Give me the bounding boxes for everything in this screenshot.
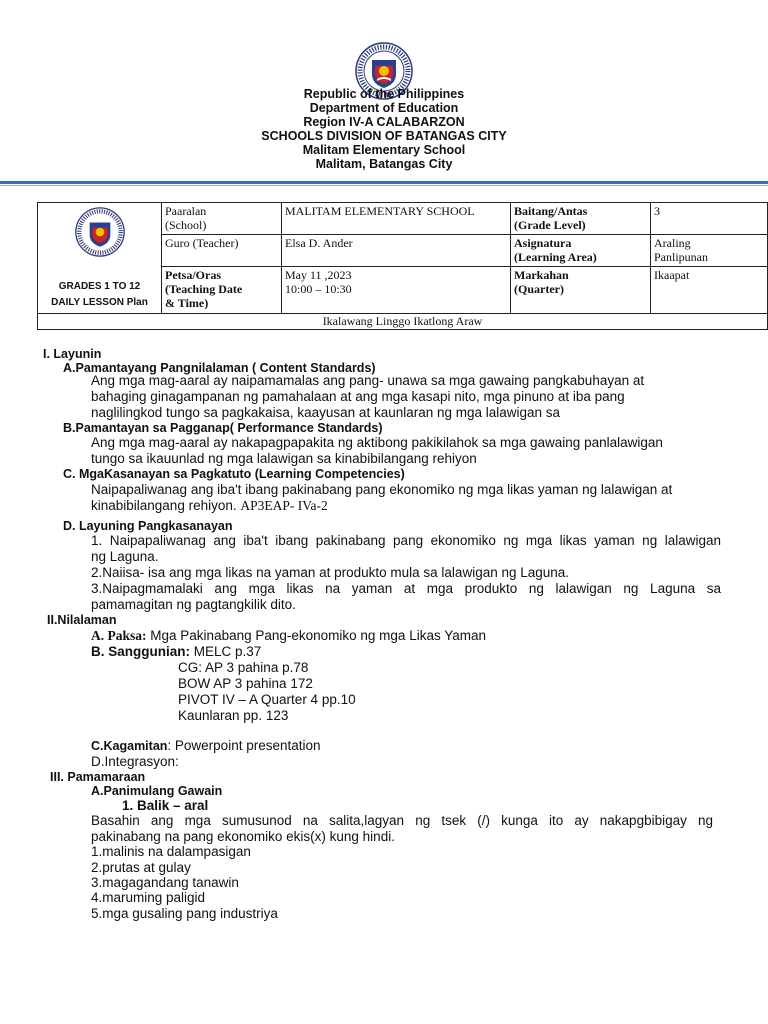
school-label-en: (School) xyxy=(165,218,207,232)
skill-objectives-title: D. Layuning Pangkasanayan xyxy=(63,519,233,533)
quarter-label-cell xyxy=(511,266,651,313)
references-label: B. Sanggunian: xyxy=(91,644,190,659)
references-value: MELC p.37 xyxy=(193,644,262,659)
competency-code: AP3EAP- IVa-2 xyxy=(240,498,328,513)
letterhead xyxy=(0,87,768,171)
content-standards-text: Ang mga mag-aaral ay naipamamalas ang pang- unawa sa mga gawaing pangkabuhayan at xyxy=(91,373,645,388)
review-title: 1. Balik – aral xyxy=(122,798,209,813)
references-line xyxy=(91,644,261,660)
skill-objective-3-cont: pamamagitan ng pagtangkilik dito. xyxy=(91,597,296,612)
header-line: Region IV-A CALABARZON xyxy=(303,115,465,129)
review-item: 3.magagandang tanawin xyxy=(91,875,239,890)
grades-label: GRADES 1 TO 12 xyxy=(58,281,141,292)
deped-seal-small-icon xyxy=(75,207,125,257)
quarter-label-en: (Quarter) xyxy=(514,281,564,296)
teacher-value: Elsa D. Ander xyxy=(282,234,511,266)
skill-objective-3: 3.Naipagmamalaki ang mga likas na yaman at mga produkto ng lalawigan ng Laguna sa xyxy=(91,581,721,596)
reference-item: CG: AP 3 pahina p.78 xyxy=(178,660,309,675)
area-value-2: Panlipunan xyxy=(654,249,708,264)
school-label: Paaralan xyxy=(165,204,207,218)
dlp-label: DAILY LESSON Plan xyxy=(51,297,148,308)
date-value-cell xyxy=(282,266,511,313)
materials-value: : Powerpoint presentation xyxy=(167,738,321,753)
preliminary-activity-title: A.Panimulang Gawain xyxy=(91,784,223,798)
grade-value: 3 xyxy=(651,203,768,235)
table-logo-cell xyxy=(38,203,162,314)
skill-objective-1-cont: ng Laguna. xyxy=(91,549,159,564)
quarter-label: Markahan xyxy=(514,267,569,282)
grade-label-en: (Grade Level) xyxy=(514,218,586,232)
reference-item: BOW AP 3 pahina 172 xyxy=(178,676,313,691)
dlp-info-table xyxy=(37,202,768,330)
header-line: Republic of the Philippines xyxy=(303,87,465,101)
skill-objective-1: 1. Naipapaliwanag ang iba't ibang pakinabang pang ekonomiko ng mga likas yaman ng lalawigan xyxy=(91,533,721,548)
header-divider-thin xyxy=(0,185,768,186)
date-label-cell xyxy=(162,266,282,313)
school-value: MALITAM ELEMENTARY SCHOOL xyxy=(282,203,511,235)
header-line: Malitam Elementary School xyxy=(302,143,466,157)
section-procedure: III. Pamamaraan xyxy=(50,770,146,784)
topic-label: A. Paksa: xyxy=(91,628,147,643)
materials-label: C.Kagamitan xyxy=(91,739,168,753)
header-line: Malitam, Batangas City xyxy=(315,157,453,171)
competencies-text xyxy=(91,498,328,514)
area-label-en: (Learning Area) xyxy=(514,249,597,264)
teacher-label: Guro (Teacher) xyxy=(162,234,282,266)
topic-line xyxy=(91,628,486,644)
review-item: 2.prutas at gulay xyxy=(91,860,191,875)
date-label-en: (Teaching Date xyxy=(165,281,243,296)
grade-label-cell xyxy=(511,203,651,235)
section-content: II.Nilalaman xyxy=(47,613,117,627)
time-value: 10:00 – 10:30 xyxy=(285,281,352,296)
header-line: SCHOOLS DIVISION OF BATANGAS CITY xyxy=(261,129,507,143)
section-objectives: I. Layunin xyxy=(43,347,102,361)
integration-line: D.Integrasyon: xyxy=(91,754,179,769)
review-item: 5.mga gusaling pang industriya xyxy=(91,906,278,921)
competencies-title: C. MgaKasanayan sa Pagkatuto (Learning Competencies) xyxy=(63,467,405,481)
area-label-cell xyxy=(511,234,651,266)
review-instructions-cont: pakinabang na pang ekonomiko ekis(x) kung hindi. xyxy=(91,829,395,844)
content-standards-text: naglilingkod tungo sa pagkakaisa, kaayusan at kaunlaran ng mga lalawigan sa xyxy=(91,405,561,420)
content-standards-text: bahaging ginagampanan ng pamahalaan at ang mga kasapi nito, mga pinuno at iba pang xyxy=(91,389,625,404)
review-instructions: Basahin ang mga sumusunod na salita,lagyan ng tsek (/) kunga ito ay nakapgbibigay ng xyxy=(91,813,713,828)
performance-standards-text: tungo sa ikauunlad ng mga lalawigan sa kinabibilangang rehiyon xyxy=(91,451,477,466)
review-item: 1.malinis na dalampasigan xyxy=(91,844,251,859)
content-standards-title: A.Pamantayang Pangnilalaman ( Content Standards) xyxy=(63,361,376,375)
quarter-value: Ikaapat xyxy=(651,266,768,313)
materials-line xyxy=(91,738,321,754)
performance-standards-title: B.Pamantayan sa Pagganap( Performance Standards) xyxy=(63,421,383,435)
date-label-en-2: & Time) xyxy=(165,295,209,310)
grade-label: Baitang/Antas xyxy=(514,204,588,218)
skill-objective-2: 2.Naiisa- isa ang mga likas na yaman at produkto mula sa lalawigan ng Laguna. xyxy=(91,565,570,580)
area-value: Araling xyxy=(654,235,691,250)
review-item: 4.maruming paligid xyxy=(91,890,206,905)
reference-item: Kaunlaran pp. 123 xyxy=(178,708,289,723)
date-label: Petsa/Oras xyxy=(165,267,221,282)
topic-value: Mga Pakinabang Pang-ekonomiko ng mga Likas Yaman xyxy=(150,628,486,643)
reference-item: PIVOT IV – A Quarter 4 pp.10 xyxy=(178,692,356,707)
school-label-cell xyxy=(162,203,282,235)
competencies-text: Naipapaliwanag ang iba't ibang pakinabang pang ekonomiko ng mga likas yaman ng lalawigan at xyxy=(91,482,673,497)
header-divider xyxy=(0,181,768,184)
area-label: Asignatura xyxy=(514,235,572,250)
performance-standards-text: Ang mga mag-aaral ay nakapagpapakita ng aktibong pakikilahok sa mga gawaing panlalawigan xyxy=(91,435,663,450)
competencies-text-end: kinabibilangang rehiyon. xyxy=(91,498,237,513)
header-line: Department of Education xyxy=(309,101,459,115)
date-value: May 11 ,2023 xyxy=(285,267,352,282)
area-value-cell xyxy=(651,234,768,266)
week-day-value: Ikalawang Linggo Ikatlong Araw xyxy=(38,314,768,330)
